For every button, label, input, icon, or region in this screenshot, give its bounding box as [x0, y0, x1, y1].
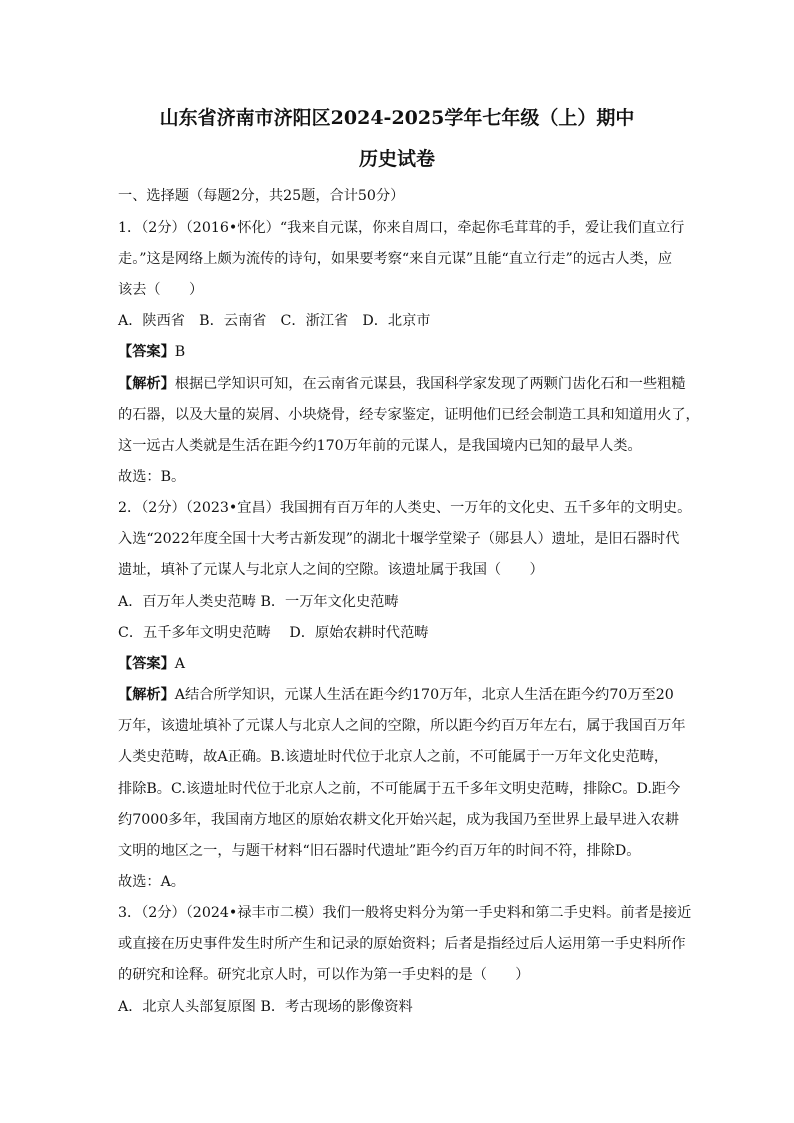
q3-stem-line-1: 3．（2分）（2024•禄丰市二模）我们一般将史料分为第一手史料和第二手史料。前者是接近 [118, 905, 692, 921]
q3-stem-line-3: 的研究和诠释。研究北京人时，可以作为第一手史料的是（ ） [118, 967, 530, 983]
q2-analysis-line-2: 万年，该遗址填补了元谋人与北京人之间的空隙，所以距今约百万年左右，属于我国百万年 [118, 718, 686, 734]
q2-analysis-line-5: 约7000多年，我国南方地区的原始农耕文化开始兴起，成为我国乃至世界上最早进入农耕 [118, 812, 680, 828]
q3-options-ab: A．北京人头部复原图 B．考古现场的影像资料 [118, 999, 413, 1015]
q2-answer-label: 【答案】 [118, 656, 175, 672]
q2-analysis-text-1: A结合所学知识，元谋人生活在距今约170万年，北京人生活在距今约70万至20 [174, 687, 674, 703]
q1-answer-label: 【答案】 [118, 344, 175, 360]
q1-analysis-line-1 [118, 374, 686, 394]
q2-analysis-line-6: 文明的地区之一，与题干材料“旧石器时代遗址”距今约百万年的时间不符，排除D。 [118, 843, 641, 859]
q1-stem-line-1: 1．（2分）（2016•怀化）“我来自元谋，你来自周口，牵起你毛茸茸的手，爱让我们直立行 [118, 220, 685, 236]
exam-subtitle: 历史试卷 [358, 148, 435, 170]
q1-answer [118, 342, 185, 362]
q1-conclusion: 故选：B。 [118, 469, 186, 485]
q1-stem-line-2: 走。”这是网络上颇为流传的诗句，如果要考察“来自元谋”且能“直立行走”的远古人类，应 [118, 251, 673, 267]
q2-stem-line-2: 入选“2022年度全国十大考古新发现”的湖北十堰学堂梁子（郧县人）遗址，是旧石器时代 [118, 531, 680, 547]
q2-stem-line-1: 2．（2分）（2023•宜昌）我国拥有百万年的人类史、一万年的文化史、五千多年的文明史。 [118, 500, 692, 516]
q2-analysis-line-4: 排除B。C.该遗址时代位于北京人之前，不可能属于五千多年文明史范畴，排除C。D.距今 [118, 781, 681, 797]
q1-stem-line-3: 该去（ ） [118, 282, 204, 298]
q2-answer-value: A [174, 656, 186, 672]
q1-options: A．陕西省 B．云南省 C．浙江省 D．北京市 [118, 313, 431, 329]
q2-answer [118, 654, 185, 674]
q2-analysis-line-3: 人类史范畴，故A正确。B.该遗址时代位于北京人之前，不可能属于一万年文化史范畴， [118, 749, 669, 765]
q1-answer-value: B [174, 344, 186, 360]
q1-analysis-line-3: 这一远古人类就是生活在距今约170万年前的元谋人，是我国境内已知的最早人类。 [118, 438, 642, 454]
q2-options-cd: C．五千多年文明史范畴 D．原始农耕时代范畴 [118, 625, 429, 641]
q2-options-ab: A．百万年人类史范畴 B．一万年文化史范畴 [118, 594, 399, 610]
q2-analysis-label: 【解析】 [118, 687, 175, 703]
q1-analysis-text-1: 根据已学知识可知，在云南省元谋县，我国科学家发现了两颗门齿化石和一些粗糙 [174, 376, 686, 392]
exam-title: 山东省济南市济阳区2024-2025学年七年级（上）期中 [159, 107, 635, 129]
section-header: 一、选择题（每题2分，共25题，合计50分） [118, 188, 405, 204]
q2-conclusion: 故选：A。 [118, 874, 185, 890]
q1-analysis-label: 【解析】 [118, 376, 175, 392]
q2-stem-line-3: 遗址，填补了元谋人与北京人之间的空隙。该遗址属于我国（ ） [118, 562, 544, 578]
q3-stem-line-2: 或直接在历史事件发生时所产生和记录的原始资料；后者是指经过后人运用第一手史料所作 [118, 936, 686, 952]
q1-analysis-line-2: 的石器，以及大量的炭屑、小块烧骨，经专家鉴定，证明他们已经会制造工具和知道用火了， [118, 407, 700, 423]
q2-analysis-line-1 [118, 685, 674, 705]
